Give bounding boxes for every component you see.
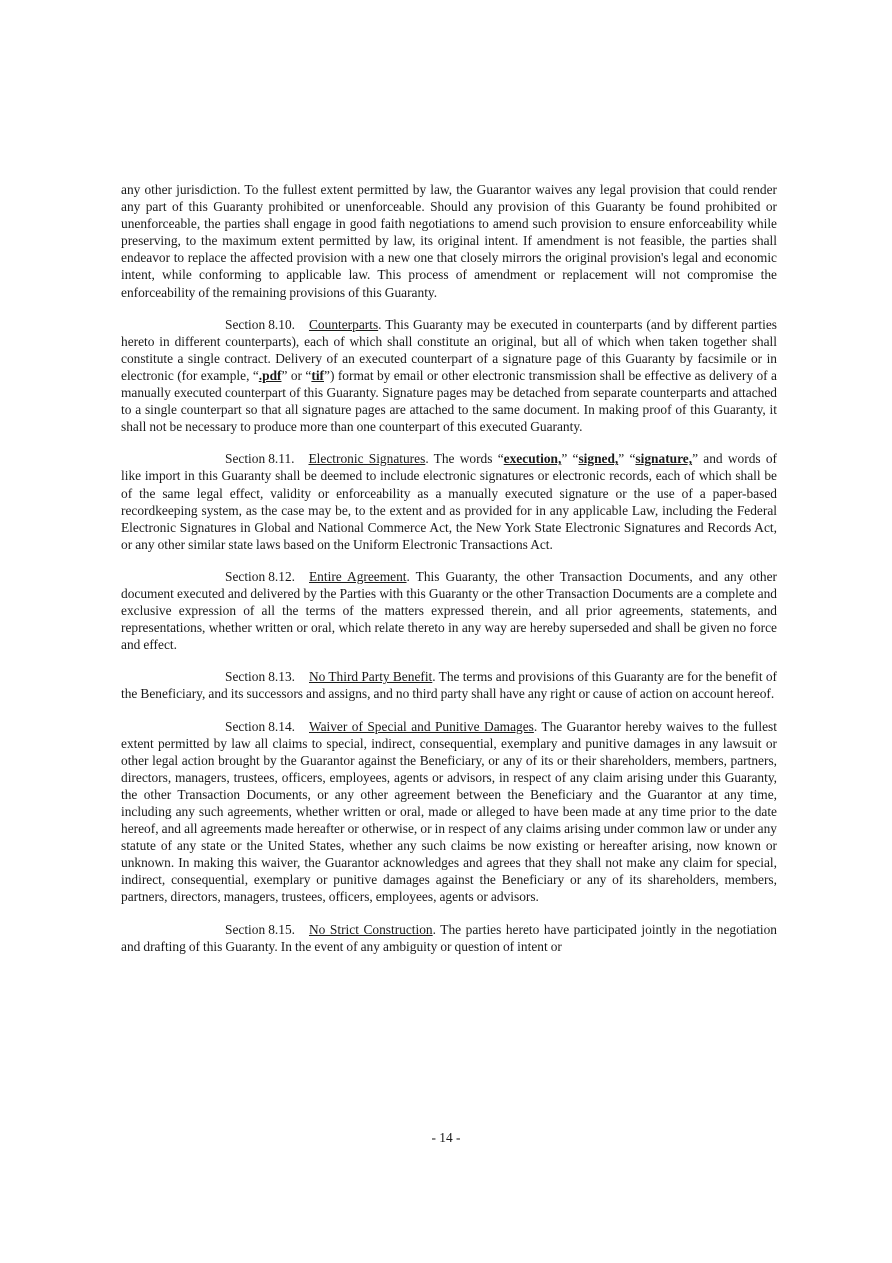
document-body <box>121 181 777 970</box>
section-heading: No Third Party Benefit <box>309 669 433 685</box>
section-8-12: Section 8.12. Entire Agreement. This Guaranty, the other Transaction Documents, and any other document executed and delivered by the Parties with this Guaranty or the other Transaction Documents are a complete and exclusive expression of all the terms of the matters expressed therein, and all prior agreements, statements, and representations, whether written or oral, which relate thereto in any way are hereby superseded and shall be given no force and effect. <box>121 568 777 653</box>
section-number: Section 8.12. <box>225 568 295 584</box>
section-8-14: Section 8.14. Waiver of Special and Punitive Damages. The Guarantor hereby waives to the fullest extent permitted by law all claims to special, indirect, consequential, exemplary and punitive damages in any lawsuit or other legal action brought by the Guarantor against the Beneficiary, or any of its or their shareholders, members, partners, directors, managers, trustees, officers, employees, agents or advisors, in respect of any claim arising under this Guaranty, the other Transaction Documents, or any other agreement between the Beneficiary and the Guarantor at any time, including any such agreements, whether written or oral, made or alleged to have been made at any time prior to the date hereof, and all agreements made hereafter or otherwise, or in respect of any claims arising under common law or under any statute of any state or the United States, whether any such claims be now existing or hereafter arising, now known or unknown. In making this waiver, the Guarantor acknowledges and agrees that they shall not make any claim for special, indirect, consequential, exemplary or punitive damages against the Beneficiary or any of its shareholders, members, partners, directors, managers, trustees, officers, employees, agents or advisors. <box>121 718 777 905</box>
defined-term: signature, <box>635 451 693 467</box>
section-heading: Electronic Signatures <box>308 451 426 467</box>
defined-term: execution, <box>503 451 562 467</box>
section-heading: Counterparts <box>309 316 379 332</box>
section-8-11: Section 8.11. Electronic Signatures. The words “execution,” “signed,” “signature,” and words of like import in this Guaranty shall be deemed to include electronic signatures or electronic records, each of which shall be of the same legal effect, validity or enforceability as a manually executed signature or the use of a paper-based recordkeeping system, as the case may be, to the extent and as provided for in any applicable Law, including the Federal Electronic Signatures in Global and National Commerce Act, the New York State Electronic Signatures and Records Act, or any other similar state laws based on the Uniform Electronic Transactions Act. <box>121 451 778 552</box>
section-heading: Waiver of Special and Punitive Damages <box>309 718 534 734</box>
section-heading: No Strict Construction <box>309 921 433 937</box>
section-number: Section 8.10. <box>225 316 295 332</box>
defined-term: signed, <box>578 451 619 467</box>
continued-paragraph: any other jurisdiction. To the fullest extent permitted by law, the Guarantor waives any legal provision that could render any part of this Guaranty prohibited or unenforceable. Should any provision of this Guaranty be found prohibited or unenforceable, the parties shall engage in good faith negotiations to amend such provision to ensure enforceability while preserving, to the maximum extent permitted by law, its original intent. If amendment is not feasible, the parties shall endeavor to replace the affected provision with a new one that closely mirrors the original provision's legal and economic intent, while conforming to applicable law. This process of amendment or replacement will not compromise the enforceability of the remaining provisions of this Guaranty. <box>121 182 777 300</box>
section-number: Section 8.15. <box>225 921 295 937</box>
section-number: Section 8.14. <box>225 718 295 734</box>
section-number: Section 8.11. <box>225 451 295 467</box>
defined-term: .pdf <box>258 367 282 383</box>
section-8-15: Section 8.15. No Strict Construction. The parties hereto have participated jointly in the negotiation and drafting of this Guaranty. In the event of any ambiguity or question of intent or <box>121 921 778 954</box>
section-8-13: Section 8.13. No Third Party Benefit. The terms and provisions of this Guaranty are for the benefit of the Beneficiary, and its successors and assigns, and no third party shall have any right or cause of action on account hereof. <box>121 669 777 702</box>
page-number: - 14 - <box>431 1130 461 1145</box>
defined-term: tif <box>311 367 325 383</box>
section-heading: Entire Agreement <box>309 568 407 584</box>
section-number: Section 8.13. <box>225 669 295 685</box>
section-8-10: Section 8.10. Counterparts. This Guaranty may be executed in counterparts (and by different parties hereto in different counterparts), each of which shall constitute an original, but all of which when taken together shall constitute a single contract. Delivery of an executed counterpart of a signature page of this Guaranty by facsimile or in electronic (for example, “.pdf” or “tif”) format by email or other electronic transmission shall be effective as delivery of a manually executed counterpart of this Guaranty. Signature pages may be detached from separate counterparts and attached to a single counterpart so that all signature pages are attached to the same document. In making proof of this Guaranty, it shall not be necessary to produce more than one counterpart of this executed Guaranty. <box>121 316 777 435</box>
